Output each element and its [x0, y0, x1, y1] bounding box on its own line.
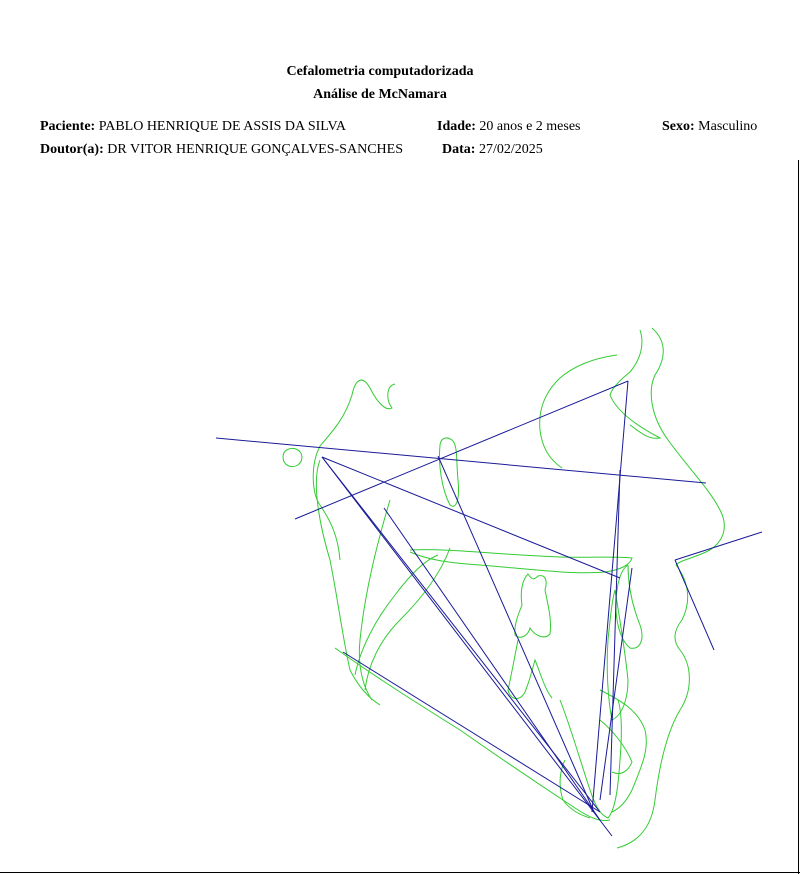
date-label: Data:	[442, 142, 476, 157]
condylion-gnathion-line	[322, 457, 600, 812]
doctor-name: DR VITOR HENRIQUE GONÇALVES-SANCHES	[107, 142, 403, 157]
date-value: 27/02/2025	[478, 142, 543, 157]
ramus-inner	[359, 500, 390, 700]
age-value: 20 anos e 2 meses	[479, 119, 581, 134]
soft-tissue-e-line	[675, 532, 762, 560]
incisor-axis-line	[610, 470, 620, 795]
doctor-label: Doutor(a):	[40, 142, 104, 157]
nasion-perpendicular-line	[592, 381, 628, 812]
mandible-lower-border	[335, 648, 610, 821]
upper-molar	[515, 574, 551, 637]
mandibular-ramus-line	[384, 508, 600, 820]
age-label: Idade:	[437, 119, 476, 134]
condylion-pogonion-line	[322, 457, 612, 836]
patient-name: PABLO HENRIQUE DE ASSIS DA SILVA	[98, 119, 346, 134]
report-subtitle: Análise de McNamara	[313, 87, 447, 102]
lip-line	[675, 560, 714, 650]
mandibular-plane-line	[343, 652, 600, 812]
soft-tissue-profile	[617, 328, 724, 848]
anatomical-tracing	[283, 328, 724, 848]
ear-rod-circle	[283, 448, 302, 466]
report-title: Cefalometria computadorizada	[286, 64, 474, 79]
pterygoid-vertical-line	[438, 456, 594, 812]
frankfort-plane-line	[216, 438, 706, 483]
condylion-a-point-line	[322, 457, 620, 578]
sex-value: Masculino	[698, 119, 758, 134]
lower-incisor	[607, 590, 628, 720]
analysis-lines	[216, 381, 762, 836]
lower-molar	[508, 640, 552, 699]
mandibular-canal	[355, 555, 438, 675]
patient-label: Paciente:	[40, 119, 96, 134]
sex-label: Sexo:	[662, 119, 695, 134]
frontal-bone-outline	[540, 355, 617, 468]
